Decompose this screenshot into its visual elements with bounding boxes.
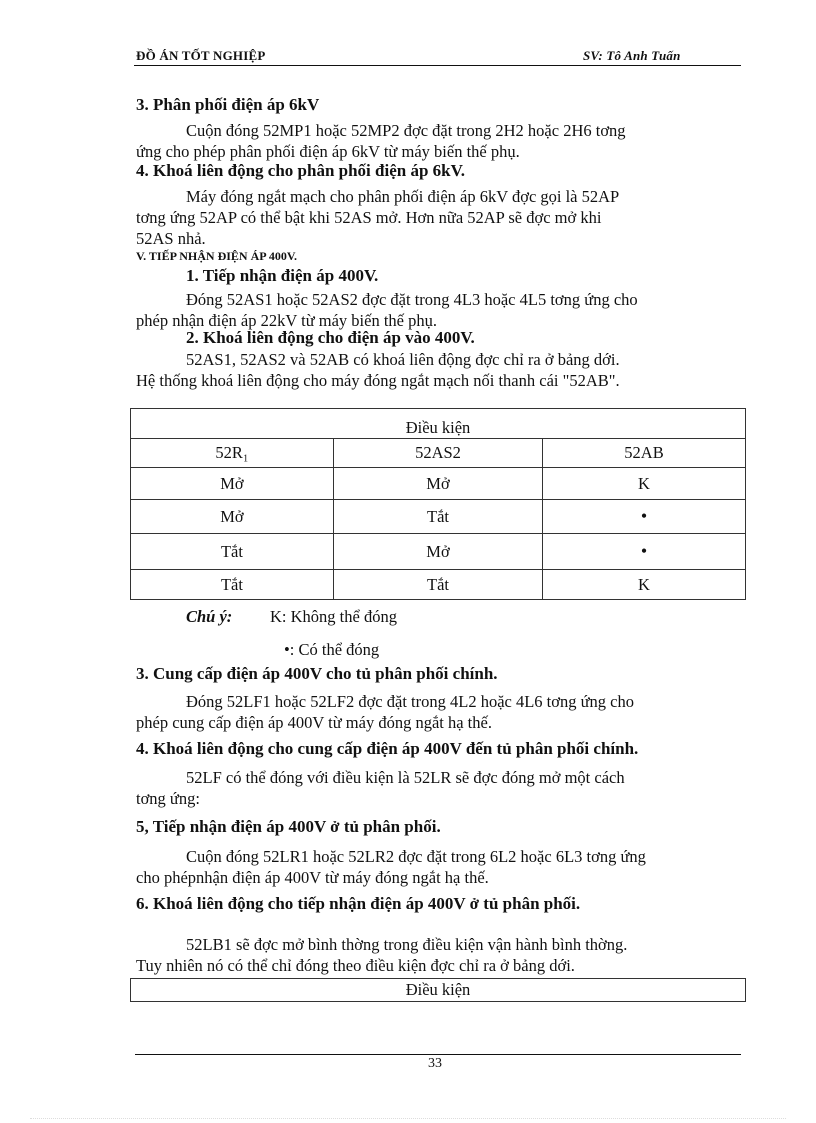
footer-divider — [135, 1054, 741, 1055]
section-4-line-1: Máy đóng ngắt mạch cho phân phối điện áp 6kV đợc gọi là 52AP — [186, 187, 620, 206]
page-number: 33 — [428, 1056, 442, 1071]
section-6-heading: 6. Khoá liên động cho tiếp nhận điện áp 400V ở tủ phân phối. — [136, 894, 581, 913]
table-row — [131, 534, 746, 570]
section-v1-line-1: Đóng 52AS1 hoặc 52AS2 đợc đặt trong 4L3 hoặc 4L5 tơng ứng cho — [186, 290, 638, 309]
table-cell: Tắt — [333, 570, 542, 600]
table-cell: Tắt — [131, 534, 334, 570]
section-3b-heading: 3. Cung cấp điện áp 400V cho tủ phân phối chính. — [136, 664, 498, 683]
section-3b-paragraph — [136, 691, 738, 733]
section-v2-heading: 2. Khoá liên động cho điện áp vào 400V. — [186, 328, 475, 347]
section-4-paragraph — [136, 186, 738, 249]
table-caption: Điều kiện — [131, 409, 746, 439]
section-4-line-3: 52AS nhả. — [136, 229, 206, 248]
page-edge — [30, 1118, 786, 1119]
section-4b-paragraph — [136, 767, 738, 809]
table-header-cell: 52AB — [543, 439, 746, 468]
note-dot-text: : Có thể đóng — [289, 640, 380, 659]
header-author: SV: Tô Anh Tuấn — [583, 48, 681, 63]
section-5-paragraph — [136, 846, 738, 888]
table-cell: Mở — [333, 534, 542, 570]
table-cell: Mở — [131, 468, 334, 500]
table-cell: • — [543, 534, 746, 570]
table-cell: Mở — [333, 468, 542, 500]
section-6-paragraph — [136, 934, 738, 976]
section-4b-line-2: tơng ứng: — [136, 789, 200, 808]
interlock-table — [130, 408, 746, 600]
bullet-dot-icon: • — [284, 640, 290, 659]
section-5-line-1: Cuộn đóng 52LR1 hoặc 52LR2 đợc đặt trong 6L2 hoặc 6L3 tơng ứng — [186, 847, 646, 866]
condition-table — [130, 978, 746, 1002]
section-3-heading: 3. Phân phối điện áp 6kV — [136, 95, 320, 114]
table-caption: Điều kiện — [131, 979, 746, 1002]
section-3b-line-2: phép cung cấp điện áp 400V từ máy đóng ngắt hạ thế. — [136, 713, 492, 732]
section-3b-line-1: Đóng 52LF1 hoặc 52LF2 đợc đặt trong 4L2 hoặc 4L6 tơng ứng cho — [186, 692, 634, 711]
section-4b-heading: 4. Khoá liên động cho cung cấp điện áp 400V đến tủ phân phối chính. — [136, 739, 639, 758]
table-header-cell: 52R₁ — [131, 439, 334, 468]
section-v2-line-1: 52AS1, 52AS2 và 52AB có khoá liên động đợc chỉ ra ở bảng dới. — [186, 350, 620, 369]
section-5-line-2: cho phépnhận điện áp 400V từ máy đóng ngắt hạ thế. — [136, 868, 489, 887]
section-3-line-2: ứng cho phép phân phối điện áp 6kV từ máy biến thế phụ. — [136, 142, 520, 161]
table-cell: Tắt — [131, 570, 334, 600]
table-row — [131, 500, 746, 534]
section-4-line-2: tơng ứng 52AP có thể bật khi 52AS mở. Hơn nữa 52AP sẽ đợc mở khi — [136, 208, 602, 227]
table-row — [131, 570, 746, 600]
table-cell: Tắt — [333, 500, 542, 534]
section-v1-heading: 1. Tiếp nhận điện áp 400V. — [186, 266, 379, 285]
table-cell: K — [543, 570, 746, 600]
table-cell: Mở — [131, 500, 334, 534]
section-4-heading: 4. Khoá liên động cho phân phối điện áp 6kV. — [136, 161, 465, 180]
table-cell: K — [543, 468, 746, 500]
note-dot-line — [284, 640, 379, 660]
header-title: ĐỒ ÁN TỐT NGHIỆP — [136, 48, 266, 63]
section-v1-paragraph — [136, 289, 738, 331]
table-header-cell: 52AS2 — [333, 439, 542, 468]
section-3-line-1: Cuộn đóng 52MP1 hoặc 52MP2 đợc đặt trong 2H2 hoặc 2H6 tơng — [186, 121, 626, 140]
section-5-heading: 5, Tiếp nhận điện áp 400V ở tủ phân phối. — [136, 817, 441, 836]
note-label: Chú ý: — [186, 607, 233, 626]
note-k-text: K: Không thể đóng — [270, 607, 397, 626]
section-v-heading: V. TIẾP NHẬN ĐIỆN ÁP 400V. — [136, 249, 298, 263]
header-divider — [134, 65, 741, 66]
section-3-paragraph — [136, 120, 738, 162]
section-6-line-1: 52LB1 sẽ đợc mở bình thờng trong điều kiện vận hành bình thờng. — [186, 935, 628, 954]
section-v2-line-2: Hệ thống khoá liên động cho máy đóng ngắt mạch nối thanh cái "52AB". — [136, 371, 620, 390]
section-4b-line-1: 52LF có thể đóng với điều kiện là 52LR sẽ đợc đóng mở một cách — [186, 768, 625, 787]
table-row — [131, 468, 746, 500]
section-v1-line-2: phép nhận điện áp 22kV từ máy biến thế phụ. — [136, 311, 437, 330]
section-v2-paragraph — [136, 349, 738, 391]
table-cell: • — [543, 500, 746, 534]
section-6-line-2: Tuy nhiên nó có thể chỉ đóng theo điều kiện đợc chỉ ra ở bảng dới. — [136, 956, 575, 975]
